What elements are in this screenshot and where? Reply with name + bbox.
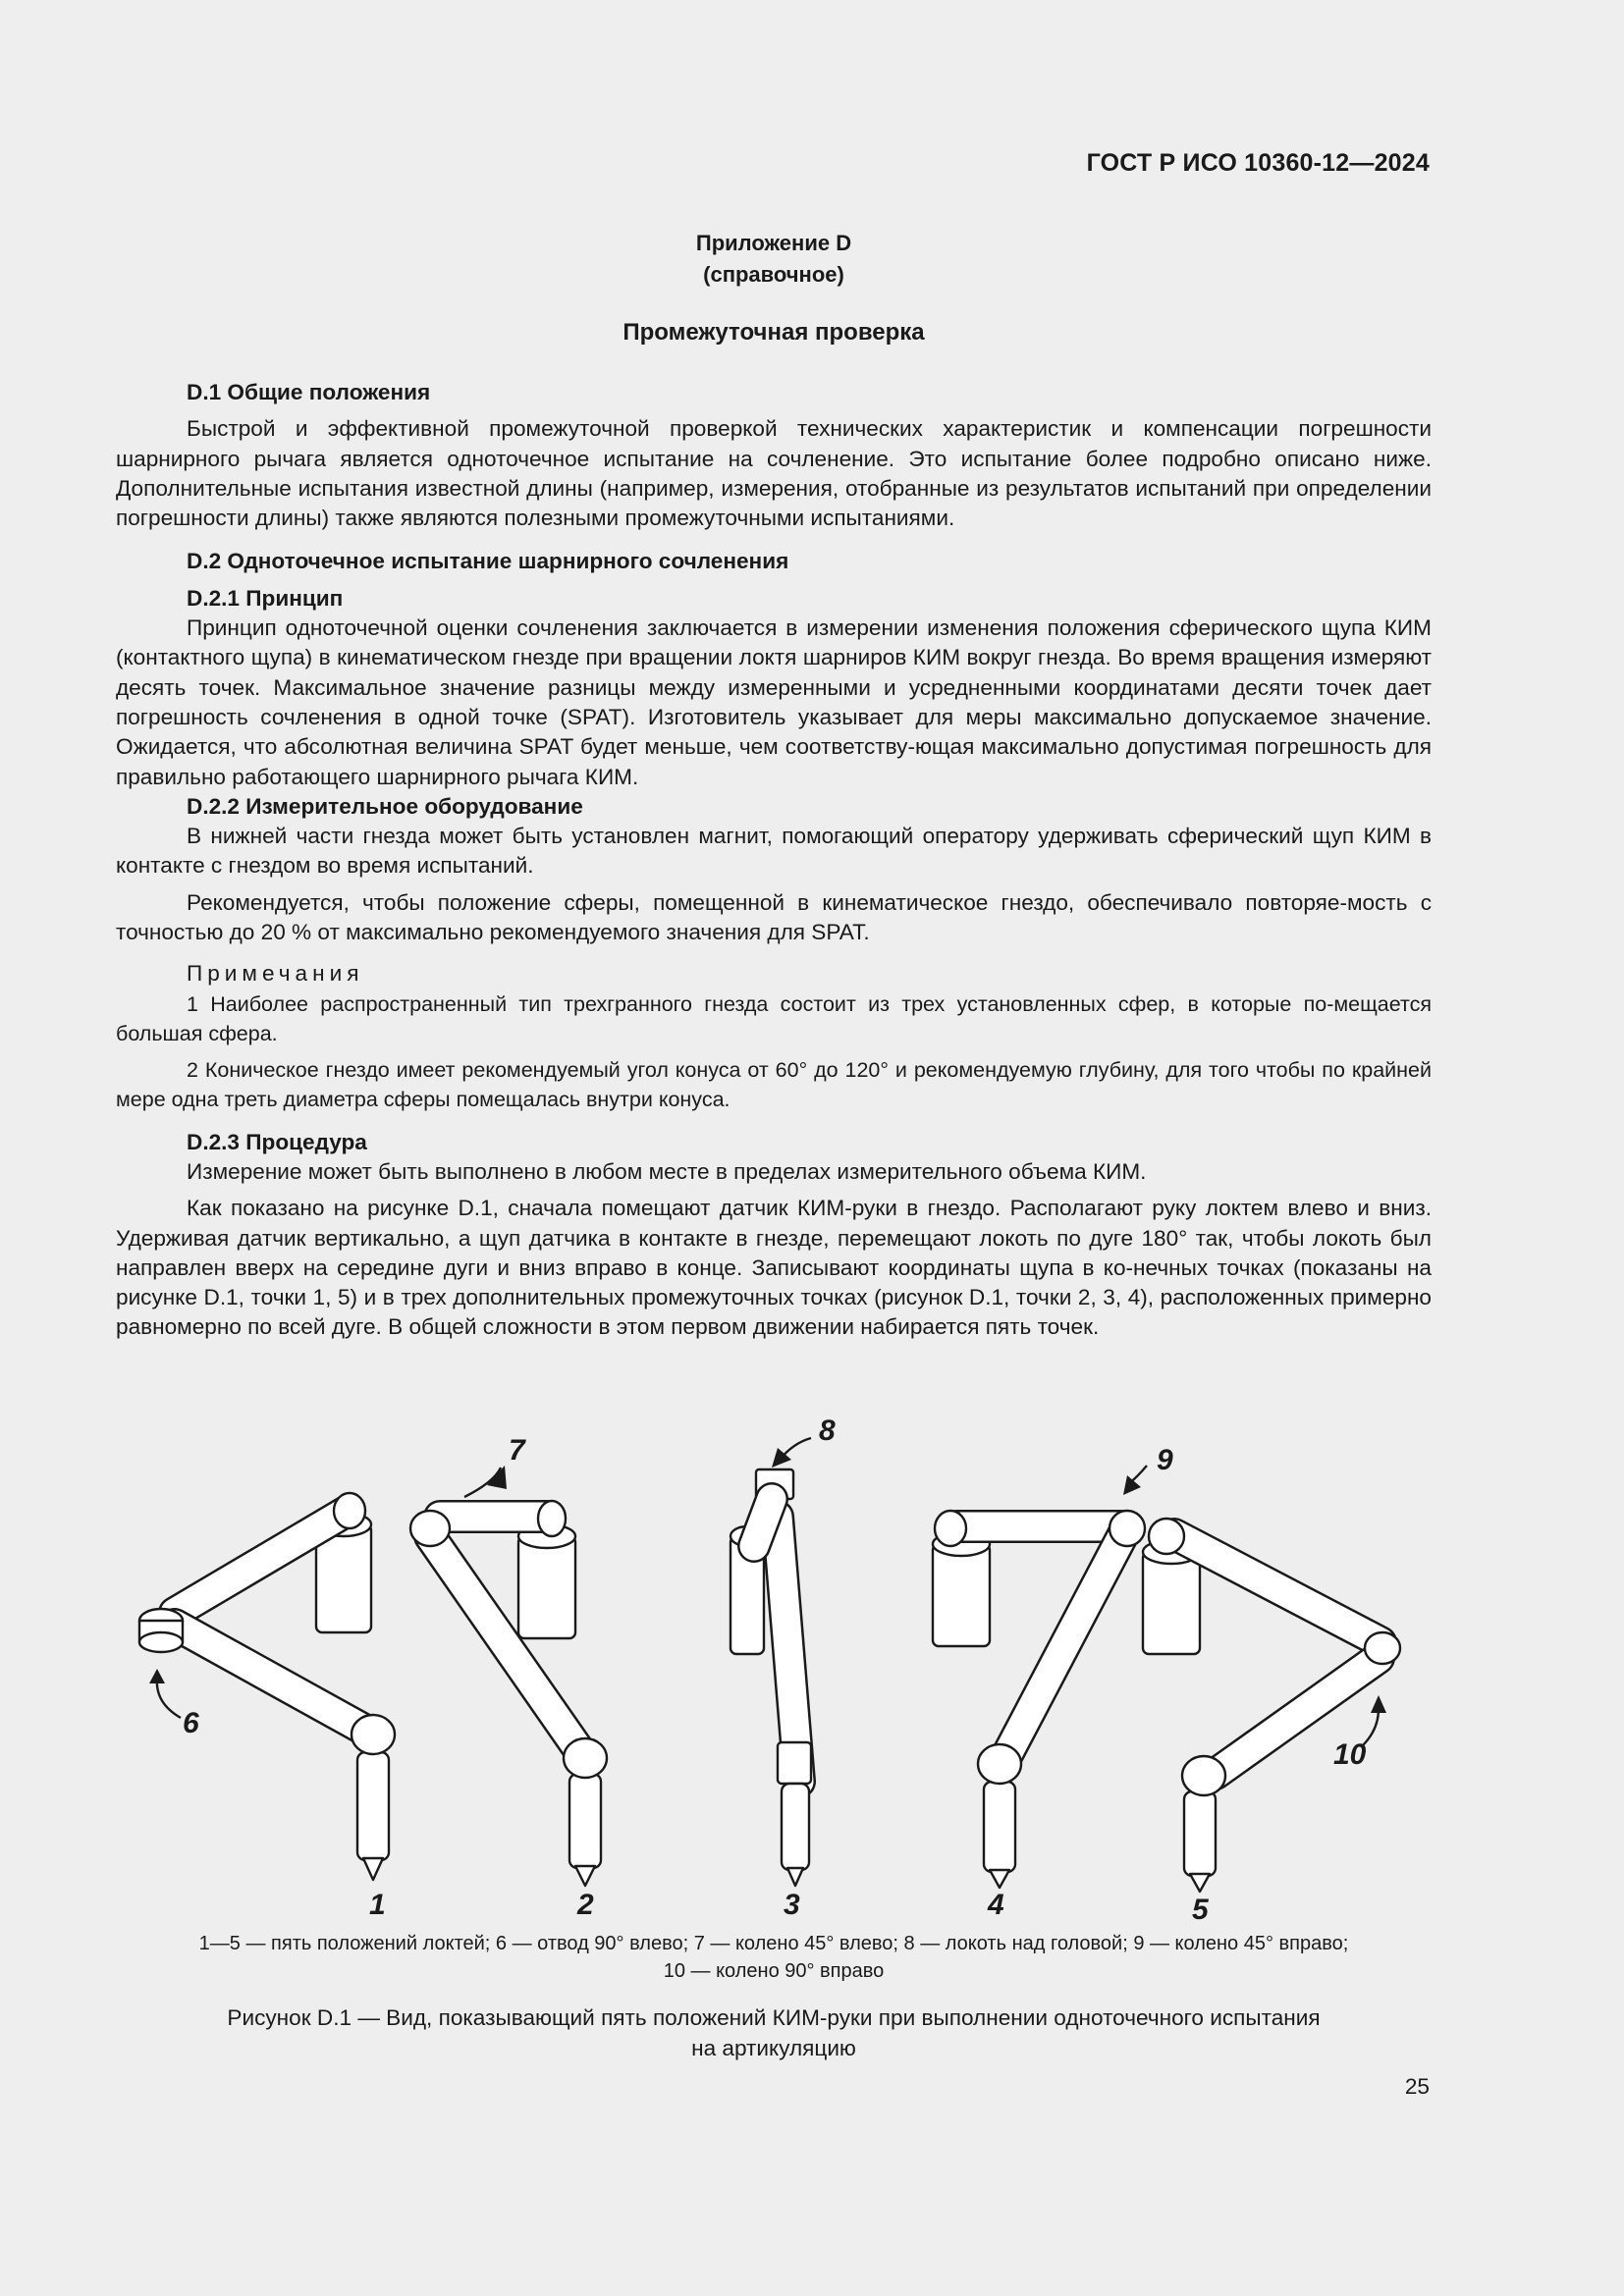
heading-d22: D.2.2 Измерительное оборудование [187, 793, 583, 819]
arm-position-2 [410, 1434, 607, 1921]
figure-caption [116, 2002, 1432, 2063]
annex-label: Приложение D [695, 231, 852, 255]
figure-d1 [116, 1389, 1432, 1924]
figure-legend [116, 1930, 1432, 1985]
arm-position-5 [1143, 1519, 1400, 1924]
notes-heading: Примечания [187, 961, 364, 987]
paragraph-d23-2: Как показано на рисунке D.1, сначала помещают датчик КИМ-руки в гнездо. Располагают руку локтем влево и вниз. Удерживая датчик вертикально, а щуп датчика в контакте в гнезде, перемещают локоть по дуге 180° так, чтобы локоть был направлен вверх на середине дуги и вниз вправо в конце. Записывают координаты щупа в ко-нечных точках (показаны на рисунке D.1, точки 1, 5) и в трех дополнительных промежуточных точках (рисунок D.1, точки 2, 3, 4), расположенных примерно равномерно по всей дуге. В общей сложности в этом первом движении набирается пять точек. [116, 1196, 1432, 1340]
paragraph-d23-1: Измерение может быть выполнено в любом месте в пределах измерительного объема КИМ. [187, 1158, 1147, 1184]
caption-line-1: Рисунок D.1 — Вид, показывающий пять положений КИМ-руки при выполнении одноточечного испытания [227, 2005, 1321, 2030]
label-7: 7 [509, 1434, 525, 1467]
label-1: 1 [369, 1889, 386, 1921]
page-number: 25 [1404, 2074, 1430, 2099]
heading-d21: D.2.1 Принцип [187, 585, 344, 611]
paragraph-d21: Принцип одноточечной оценки сочленения заключается в измерении изменения положения сферического щупа КИМ (контактного щупа) в кинематическом гнезде при вращении локтя шарниров КИМ вокруг гнезда. Во время вращения измеряют десять точек. Максимальное значение разницы между измеренными и усредненными координатами десяти точек дает погрешность сочленения в одной точке (SPAT). Изготовитель указывает для меры максимально допускаемое значение. Ожидается, что абсолютная величина SPAT будет меньше, чем соответству-ющая максимально допустимая погрешность для правильно работающего шарнирного рычага КИМ. [116, 615, 1432, 789]
label-3: 3 [784, 1889, 800, 1921]
notes-block [116, 989, 1432, 1114]
heading-d2: D.2 Одноточечное испытание шарнирного сочленения [187, 549, 789, 574]
figure-d1-illustration [116, 1389, 1432, 1924]
legend-line-2: 10 — колено 90° вправо [663, 1960, 885, 1982]
body-text [116, 378, 1432, 1343]
arm-position-1 [139, 1493, 395, 1921]
label-9: 9 [1157, 1444, 1173, 1476]
paragraph-d1: Быстрой и эффективной промежуточной проверкой технических характеристик и компенсации погрешности шарнирного рычага является одноточечное испытание на сочленение. Это испытание более подробно описано ниже. Дополнительные испытания известной длины (например, измерения, отобранные из результатов испытаний при определении погрешности длины) также являются полезными промежуточными испытаниями. [116, 416, 1432, 531]
arm-position-3 [731, 1415, 836, 1921]
label-8: 8 [819, 1415, 836, 1447]
paragraph-d22-2: Рекомендуется, чтобы положение сферы, помещенной в кинематическое гнездо, обеспечивало повторяе-мость с точностью до 20 % от максимально рекомендуемого значения для SPAT. [116, 889, 1432, 945]
legend-line-1: 1—5 — пять положений локтей; 6 — отвод 90° влево; 7 — колено 45° влево; 8 — локоть над головой; 9 — колено 45° вправо; [198, 1933, 1349, 1954]
standard-designation: ГОСТ Р ИСО 10360-12—2024 [1086, 149, 1430, 177]
label-6: 6 [183, 1707, 199, 1739]
label-10: 10 [1333, 1738, 1367, 1771]
annex-title [116, 228, 1432, 291]
label-5: 5 [1192, 1894, 1209, 1924]
label-4: 4 [988, 1889, 1004, 1921]
annex-type: (справочное) [703, 262, 844, 287]
heading-d1: D.1 Общие положения [187, 380, 431, 404]
section-title: Промежуточная проверка [623, 319, 925, 346]
paragraph-d22-1: В нижней части гнезда может быть установлен магнит, помогающий оператору удерживать сферический щуп КИМ в контакте с гнездом во время испытаний. [116, 824, 1432, 879]
arm-position-4 [933, 1444, 1173, 1921]
note-1: 1 Наиболее распространенный тип трехгранного гнезда состоит из трех установленных сфер, в которые по-мещается большая сфера. [116, 991, 1432, 1045]
label-2: 2 [577, 1889, 594, 1921]
note-2: 2 Коническое гнездо имеет рекомендуемый угол конуса от 60° до 120° и рекомендуемую глубину, для того чтобы по крайней мере одна треть диаметра сферы помещалась внутри конуса. [116, 1057, 1432, 1111]
heading-d23: D.2.3 Процедура [187, 1129, 367, 1154]
caption-line-2: на артикуляцию [691, 2036, 856, 2060]
